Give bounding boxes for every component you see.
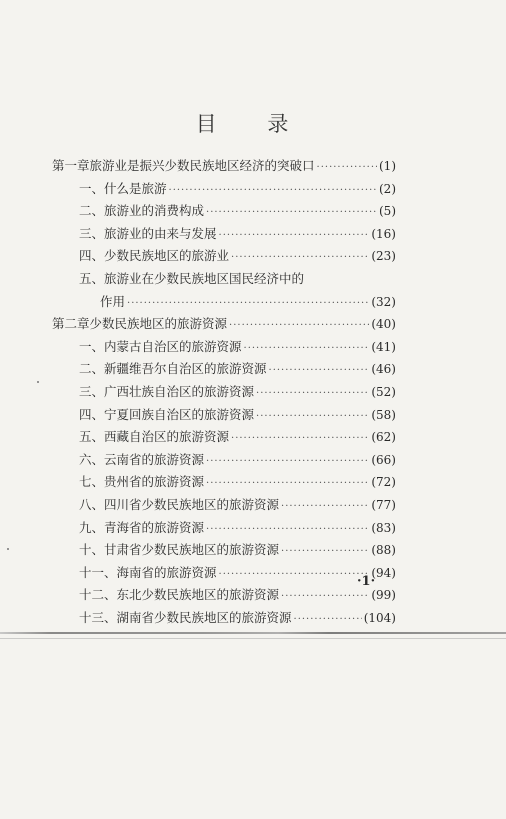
dot-leader (229, 315, 369, 338)
dot-leader (231, 428, 369, 451)
dot-leader (294, 609, 362, 632)
toc-entry-text: 七、贵州省的旅游资源 (79, 474, 205, 490)
toc-page-number: (58) (371, 407, 396, 422)
toc-entry-text: 十二、东北少数民族地区的旅游资源 (79, 587, 280, 603)
dot-leader (127, 293, 369, 316)
toc-entry-text: 少数民族地区的旅游资源 (89, 316, 228, 332)
dot-leader (281, 496, 369, 519)
toc-entry-row (52, 245, 396, 268)
toc-entry-text: 一、内蒙古自治区的旅游资源 (79, 338, 242, 354)
toc-entry-row (52, 200, 396, 223)
toc-page-number: (72) (371, 475, 396, 490)
toc-page-number: (1) (379, 159, 396, 173)
dot-leader (169, 180, 377, 203)
toc-page-number: (52) (371, 384, 396, 399)
toc-entry-text: 十三、湖南省少数民族地区的旅游资源 (79, 609, 292, 625)
toc-entry-row (52, 584, 396, 607)
dot-leader (281, 586, 369, 609)
toc-page-number: (40) (371, 317, 396, 332)
toc-page-number: (5) (379, 204, 396, 219)
toc-entry-text: 九、青海省的旅游资源 (79, 519, 205, 535)
toc-entry-row (52, 178, 396, 201)
dot-leader (231, 247, 369, 270)
toc-page-number: (88) (371, 543, 396, 558)
toc-entry-row (52, 291, 396, 314)
toc-entry-text: 四、宁夏回族自治区的旅游资源 (79, 406, 255, 422)
toc-page-number: (66) (371, 452, 396, 467)
page-number: ·1· (357, 574, 376, 589)
toc-chapter-row (52, 155, 396, 178)
toc-entry-text: 旅游业是振兴少数民族地区经济的突破口 (89, 158, 315, 173)
toc-entry-text: 作用 (100, 293, 126, 309)
toc-entry-row (52, 223, 396, 246)
toc-page-number: (62) (371, 430, 396, 445)
toc-entry-text: 五、西藏自治区的旅游资源 (79, 429, 230, 445)
toc-page-number: (46) (371, 362, 396, 377)
toc-entry-text: 十、甘肃省少数民族地区的旅游资源 (79, 542, 280, 558)
toc-entry-text: 十一、海南省的旅游资源 (79, 564, 217, 580)
dot-leader (206, 473, 369, 496)
dot-leader (281, 541, 369, 564)
scan-speck (7, 548, 9, 550)
table-of-contents (52, 155, 396, 629)
toc-page-number: (41) (371, 339, 396, 354)
chapter-label: 第一章 (52, 158, 90, 173)
toc-page-number: (77) (371, 497, 396, 512)
toc-entry-row (52, 471, 396, 494)
toc-page-number: (32) (371, 294, 396, 309)
toc-entry-text: 二、新疆维吾尔自治区的旅游资源 (79, 361, 267, 377)
toc-page-number: (99) (371, 588, 396, 603)
toc-entry-text: 五、旅游业在少数民族地区国民经济中的 (79, 270, 305, 286)
chapter-label: 第二章 (52, 316, 90, 332)
page-title: 目 录 (195, 112, 311, 136)
toc-entry-row (52, 358, 396, 381)
toc-page-number: (2) (379, 181, 396, 196)
dot-leader (256, 383, 369, 406)
toc-entry-text: 四、少数民族地区的旅游业 (79, 248, 230, 264)
toc-entry-row (52, 381, 396, 404)
toc-page-number: (23) (371, 249, 396, 264)
toc-page-number: (83) (371, 520, 396, 535)
scan-edge-line-secondary (0, 638, 506, 639)
dot-leader (244, 338, 370, 361)
toc-entry-text: 三、广西壮族自治区的旅游资源 (79, 383, 255, 399)
toc-entry-row (52, 562, 396, 585)
toc-entry-row (52, 607, 396, 630)
toc-entry-row (52, 268, 396, 291)
toc-entry-row (52, 517, 396, 540)
toc-entry-row (52, 426, 396, 449)
dot-leader (256, 406, 369, 429)
toc-entry-text: 三、旅游业的由来与发展 (79, 225, 217, 241)
toc-entry-text: 六、云南省的旅游资源 (79, 451, 205, 467)
dot-leader (206, 202, 377, 225)
toc-entry-row (52, 336, 396, 359)
dot-leader (269, 360, 370, 383)
toc-entry-text: 八、四川省少数民族地区的旅游资源 (79, 496, 280, 512)
toc-entry-text: 一、什么是旅游 (79, 180, 167, 196)
scan-edge-line (0, 632, 506, 634)
toc-entry-row (52, 449, 396, 472)
toc-page-number: (94) (371, 565, 396, 580)
toc-entry-text: 二、旅游业的消费构成 (79, 203, 205, 219)
toc-page-number: (16) (371, 226, 396, 241)
toc-entry-row (52, 494, 396, 517)
toc-page-number: (104) (363, 610, 396, 625)
dot-leader (219, 225, 370, 248)
scan-speck (37, 381, 39, 383)
dot-leader (206, 519, 369, 542)
toc-entry-row (52, 404, 396, 427)
toc-chapter-row (52, 313, 396, 336)
dot-leader (206, 451, 369, 474)
toc-entry-row (52, 539, 396, 562)
dot-leader (219, 564, 370, 587)
dot-leader (317, 157, 377, 180)
